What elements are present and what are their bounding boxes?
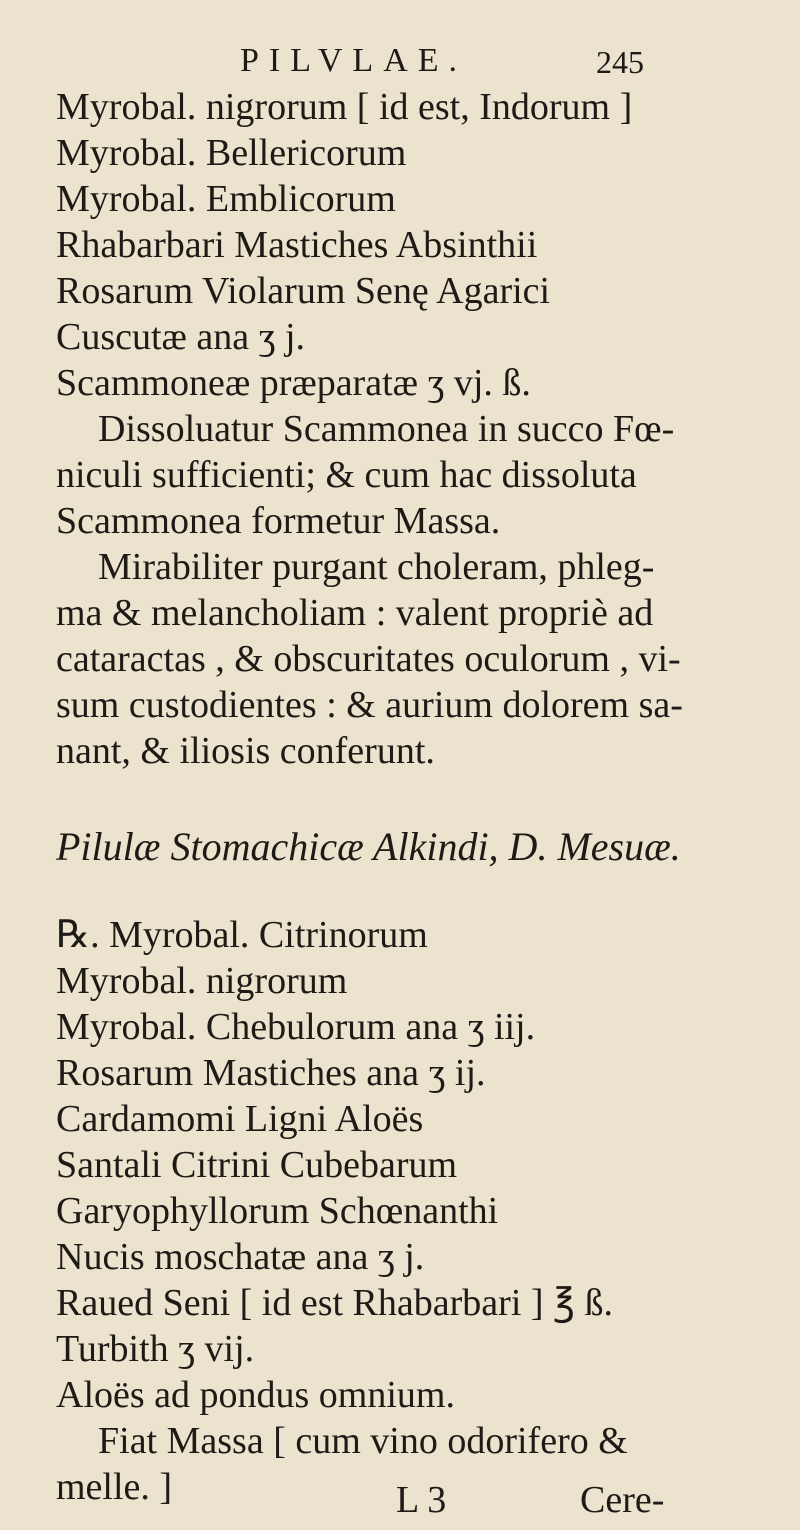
page-footer bbox=[0, 1478, 800, 1528]
text-line: Myrobal. Chebulorum ana ʒ iij. bbox=[56, 1006, 536, 1048]
text-line: Dissoluatur Scammonea in succo Fœ- bbox=[98, 408, 675, 450]
text-line: cataractas , & obscuritates oculorum , vi- bbox=[56, 638, 681, 680]
text-line: melle. ] bbox=[56, 1466, 173, 1508]
catchword: Cere- bbox=[580, 1479, 665, 1521]
text-line: ma & melancholiam : valent propriè ad bbox=[56, 592, 654, 634]
text-line: Cardamomi Ligni Aloës bbox=[56, 1098, 424, 1140]
text-line: Fiat Massa [ cum vino odorifero & bbox=[98, 1420, 628, 1462]
text-line: Rosarum Mastiches ana ʒ ij. bbox=[56, 1052, 486, 1094]
text-line: ℞. Myrobal. Citrinorum bbox=[56, 914, 428, 956]
section-heading: Pilulæ Stomachicæ Alkindi, D. Mesuæ. bbox=[56, 824, 681, 869]
text-line: Turbith ʒ vij. bbox=[56, 1328, 255, 1370]
text-line: Aloës ad pondus omnium. bbox=[56, 1374, 455, 1416]
text-line: Myrobal. Bellericorum bbox=[56, 132, 407, 174]
text-line: Garyophyllorum Schœnanthi bbox=[56, 1190, 499, 1232]
text-line: Myrobal. nigrorum bbox=[56, 960, 348, 1002]
text-line: Myrobal. Emblicorum bbox=[56, 178, 396, 220]
text-line: Santali Citrini Cubebarum bbox=[56, 1144, 458, 1186]
signature-mark: L 3 bbox=[396, 1479, 447, 1521]
text-line: niculi sufficienti; & cum hac dissoluta bbox=[56, 454, 637, 496]
text-line: Rhabarbari Mastiches Absinthii bbox=[56, 224, 538, 266]
text-line: Raued Seni [ id est Rhabarbari ] ℥ ß. bbox=[56, 1282, 613, 1324]
text-line: nant, & iliosis conferunt. bbox=[56, 730, 435, 772]
text-line: sum custodientes : & aurium dolorem sa- bbox=[56, 684, 683, 726]
text-line: Nucis moschatæ ana ʒ j. bbox=[56, 1236, 425, 1278]
page-header bbox=[0, 38, 800, 82]
text-line: Rosarum Violarum Senę Agarici bbox=[56, 270, 551, 312]
text-line: Scammoneæ præparatæ ʒ vj. ß. bbox=[56, 362, 531, 404]
running-head: PILVLAE. bbox=[240, 42, 468, 79]
text-line: Myrobal. nigrorum [ id est, Indorum ] bbox=[56, 86, 633, 128]
text-line: Cuscutæ ana ʒ j. bbox=[56, 316, 306, 358]
text-line: Scammonea formetur Massa. bbox=[56, 500, 501, 542]
page-number: 245 bbox=[596, 44, 644, 80]
text-line: Mirabiliter purgant choleram, phleg- bbox=[98, 546, 655, 588]
